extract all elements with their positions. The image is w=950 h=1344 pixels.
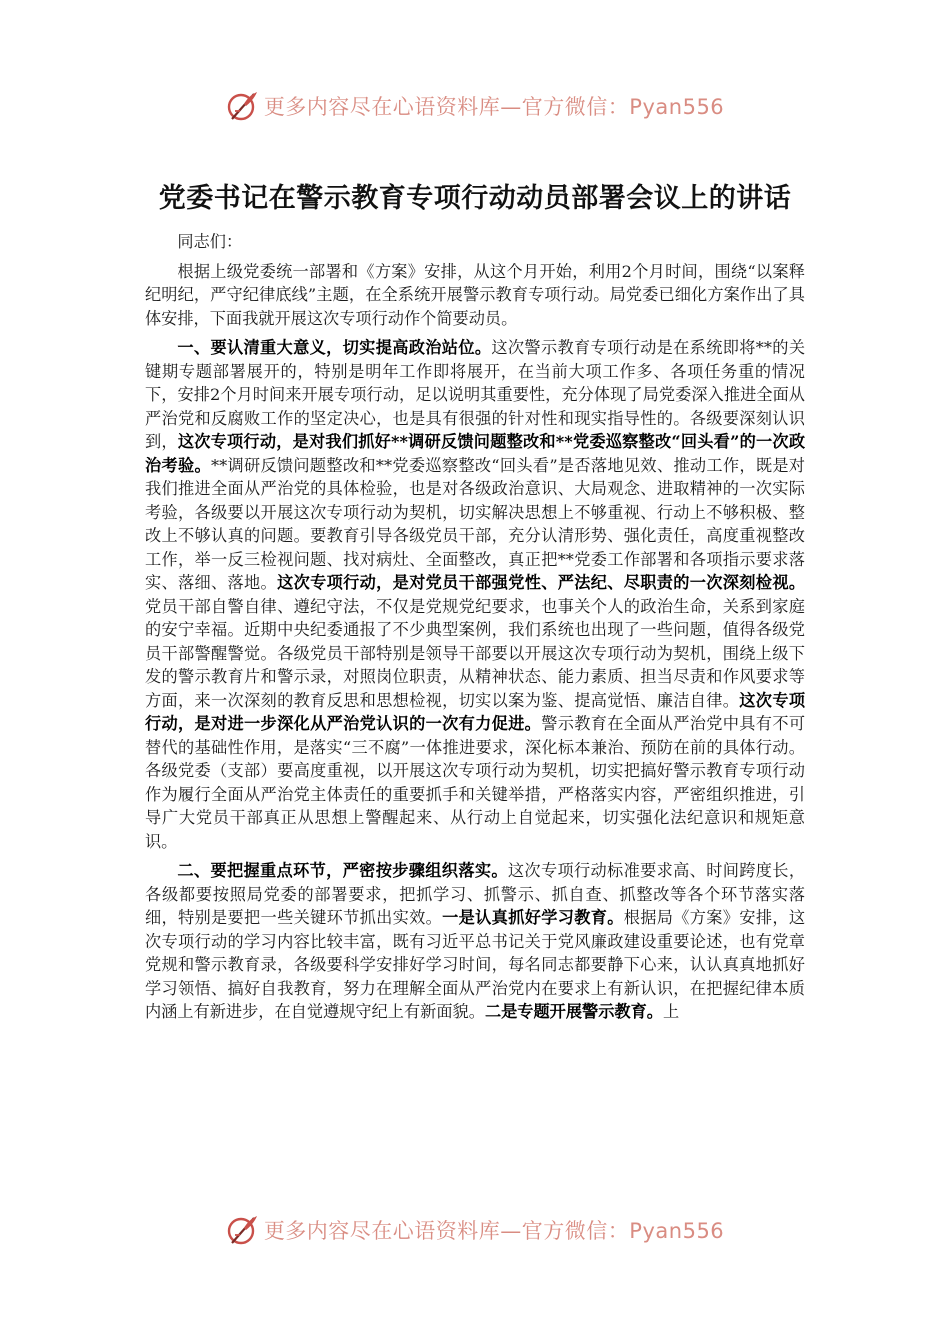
section-1-text-4: 警示教育在全面从严治党中具有不可替代的基础性作用，是落实“三不腐”一体推进要求，深化标本兼治、预防在前的具体行动。各级党委（支部）要高度重视，以开展这次专项行动为契机，切实把搞好警示教育专项行动作为履行全面从严治党主体责任的重要抓手和关键举措，严格落实内容，严密组织推进，引导广大党员干部真正从思想上警醒起来、从行动上自觉起来，切实强化法纪意识和规矩意识。 (145, 714, 806, 851)
watermark-text: 更多内容尽在心语资料库—官方微信：Pyan556 (263, 1219, 725, 1243)
section-1-paragraph (145, 336, 805, 853)
section-2-paragraph (145, 859, 805, 1024)
quill-logo-icon (226, 1213, 260, 1247)
intro-paragraph: 根据上级党委统一部署和《方案》安排，从这个月开始，利用2个月时间，围绕“以案释纪明纪，严守纪律底线”主题，在全系统开展警示教育专项行动。局党委已细化方案作出了具体安排，下面我就开展这次专项行动作个简要动员。 (145, 261, 805, 328)
section-2-bold-2: 二是专题开展警示教育。 (484, 1002, 663, 1021)
section-1-bold-1: 这次专项行动，是对我们抓好**调研反馈问题整改和**党委巡察整改“回头看”的一次政治考验。 (145, 432, 806, 475)
section-1-text-2: **调研反馈问题整改和**党委巡察整改“回头看”是否落地见效、推动工作，既是对我们推进全面从严治党的具体检验，也是对各级政治意识、大局观念、进取精神的一次实际考验，各级要以开展这次专项行动为契机，切实解决思想上不够重视、行动上不够积极、整改上不够认真的问题。要教育引导各级党员干部，充分认清形势、强化责任，高度重视整改工作，举一反三检视问题、找对病灶、全面整改，真正把**党委工作部署和各项指示要求落实、落细、落地。 (145, 455, 805, 592)
greeting: 同志们： (177, 232, 243, 251)
section-1-text-1: 这次警示教育专项行动是在系统即将**的关键期专题部署展开的，特别是明年工作即将展开，在当前大项工作多、各项任务重的情况下，安排2个月时间来开展专项行动，足以说明其重要性，充分体现了局党委深入推进全面从严治党和反腐败工作的坚定决心，也是具有很强的针对性和现实指导性的。各级要深刻认识到， (145, 338, 806, 451)
watermark-banner-top (0, 86, 950, 126)
section-2-text-3: 上 (663, 1002, 680, 1021)
section-2-text-2: 根据局《方案》安排，这次专项行动的学习内容比较丰富，既有习近平总书记关于党风廉政建设重要论述，也有党章党规和警示教育录，各级要科学安排好学习时间，每名同志都要静下心来，认认真真地抓好学习领悟、搞好自我教育，努力在理解全面从严治党内在要求上有新认识，在把握纪律本质内涵上有新进步，在自觉遵规守纪上有新面貌。 (145, 908, 806, 1021)
watermark-banner-bottom (0, 1210, 950, 1250)
section-1-text-3: 党员干部自警自律、遵纪守法，不仅是党规党纪要求，也事关个人的政治生命，关系到家庭的安宁幸福。近期中央纪委通报了不少典型案例，我们系统也出现了一些问题，值得各级党员干部警醒警觉。各级党员干部特别是领导干部要以开展这次专项行动为契机，围绕上级下发的警示教育片和警示录，对照岗位职责，从精神状态、能力素质、担当尽责和作风要求等方面，来一次深刻的教育反思和思想检视，切实以案为鉴、提高觉悟、廉洁自律。 (145, 596, 805, 710)
quill-logo-icon (226, 89, 260, 123)
document-body (145, 230, 805, 1030)
section-1-bold-3: 这次专项行动，是对进一步深化从严治党认识的一次有力促进。 (145, 690, 806, 733)
section-1-bold-2: 这次专项行动，是对党员干部强党性、严法纪、尽职责的一次深刻检视。 (277, 573, 806, 592)
document-title: 党委书记在警示教育专项行动动员部署会议上的讲话 (158, 183, 792, 214)
section-2-bold-1: 一是认真抓好学习教育。 (442, 908, 624, 927)
section-2-heading: 二、要把握重点环节，严密按步骤组织落实。 (177, 861, 508, 880)
section-1-heading: 一、要认清重大意义，切实提高政治站位。 (177, 338, 492, 357)
watermark-text: 更多内容尽在心语资料库—官方微信：Pyan556 (263, 95, 725, 119)
section-2-text-1: 这次专项行动标准要求高、时间跨度长，各级都要按照局党委的部署要求，把抓学习、抓警示、抓自查、抓整改等各个环节落实落细，特别是要把一些关键环节抓出实效。 (145, 861, 806, 927)
